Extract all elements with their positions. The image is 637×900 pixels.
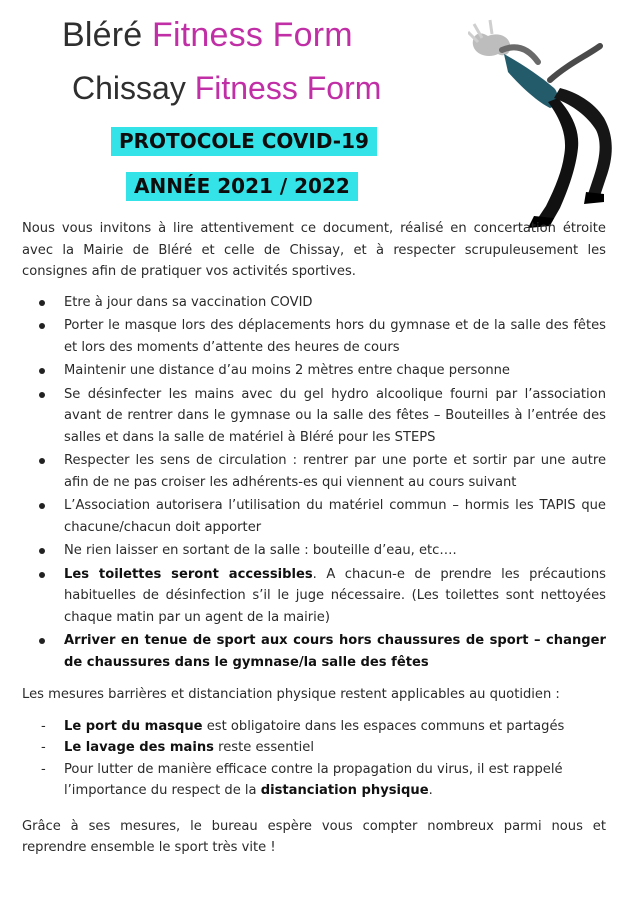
brand-chissay xyxy=(72,70,381,107)
closing-paragraph: Grâce à ses mesures, le bureau espère vous compter nombreux parmi nous et reprendre ensemble le sport très vite ! xyxy=(22,818,606,855)
rule-item xyxy=(22,564,606,629)
measure-item xyxy=(22,737,606,759)
season-year: ANNÉE 2021 / 2022 xyxy=(126,172,358,201)
measure-item xyxy=(22,716,606,738)
rule-item xyxy=(22,384,606,449)
brand-blere-fitness: Fitness Form xyxy=(152,16,353,54)
measure-item xyxy=(22,759,606,802)
rule-text: . A chacun-e de prendre les précautions habituelles de désinfection s’il le juge nécessaire. (Les toilettes sont nettoyées chaque matin par un agent de la mairie) xyxy=(64,566,606,625)
rule-item xyxy=(22,450,606,493)
rule-text: Porter le masque lors des déplacements hors du gymnase et de la salle des fêtes et lors des moments d’attente des heures de cours xyxy=(64,318,606,355)
rule-text: Respecter les sens de circulation : rentrer par une porte et sortir par une autre afin de ne pas croiser les adhérents-es qui viennent au cours suivant xyxy=(64,453,606,490)
dancer-silhouette-image xyxy=(468,18,620,230)
rule-item xyxy=(22,315,606,358)
document-body xyxy=(22,218,606,859)
rule-text: Se désinfecter les mains avec du gel hydro alcoolique fourni par l’association avant de rentrer dans le gymnase ou la salle des fêtes – Bouteilles à l’entrée des salles et dans la salle de matériel à Bléré pour les STEPS xyxy=(64,386,606,445)
measure-end: . xyxy=(428,783,433,798)
rule-item xyxy=(22,630,606,673)
rule-text: L’Association autorisera l’utilisation du matériel commun – hormis les TAPIS que chacune/chacun doit apporter xyxy=(64,498,606,535)
intro-paragraph: Nous vous invitons à lire attentivement ce document, réalisé en concertation étroite avec la Mairie de Bléré et celle de Chissay, et à respecter scrupuleusement les consignes afin de pratiquer vos activités sportives. xyxy=(22,221,606,279)
rule-bold: Arriver en tenue de sport aux cours hors chaussures de sport – changer de chaussures dans le gymnase/la salle des fêtes xyxy=(64,633,606,670)
rules-list xyxy=(22,292,606,674)
rule-item xyxy=(22,360,606,382)
measure-bold: distanciation physique xyxy=(260,783,429,798)
protocol-title: PROTOCOLE COVID-19 xyxy=(111,127,377,156)
measure-bold: Le port du masque xyxy=(64,718,203,734)
rule-bold: Les toilettes seront accessibles xyxy=(64,566,313,582)
document-header xyxy=(0,0,637,215)
brand-chissay-town: Chissay xyxy=(72,70,186,106)
brand-chissay-fitness: Fitness Form xyxy=(194,70,382,106)
measure-bold: Le lavage des mains xyxy=(64,740,214,755)
rule-item xyxy=(22,540,606,562)
rule-text: Maintenir une distance d’au moins 2 mètres entre chaque personne xyxy=(64,363,510,378)
barrier-measures-list xyxy=(22,716,606,802)
rule-item xyxy=(22,495,606,538)
rule-item xyxy=(22,292,606,314)
measure-text: reste essentiel xyxy=(213,740,314,755)
rule-text: Etre à jour dans sa vaccination COVID xyxy=(64,294,313,310)
measure-text: est obligatoire dans les espaces communs et partagés xyxy=(202,718,565,734)
rule-text: Ne rien laisser en sortant de la salle : bouteille d’eau, etc…. xyxy=(64,543,457,558)
measures-paragraph: Les mesures barrières et distanciation physique restent applicables au quotidien : xyxy=(22,687,560,702)
brand-blere-town: Bléré xyxy=(62,16,143,54)
brand-blere xyxy=(62,16,353,55)
measure-text: Pour lutter de manière efficace contre la propagation du virus, il est rappelé l’importance du respect de la xyxy=(64,761,563,798)
